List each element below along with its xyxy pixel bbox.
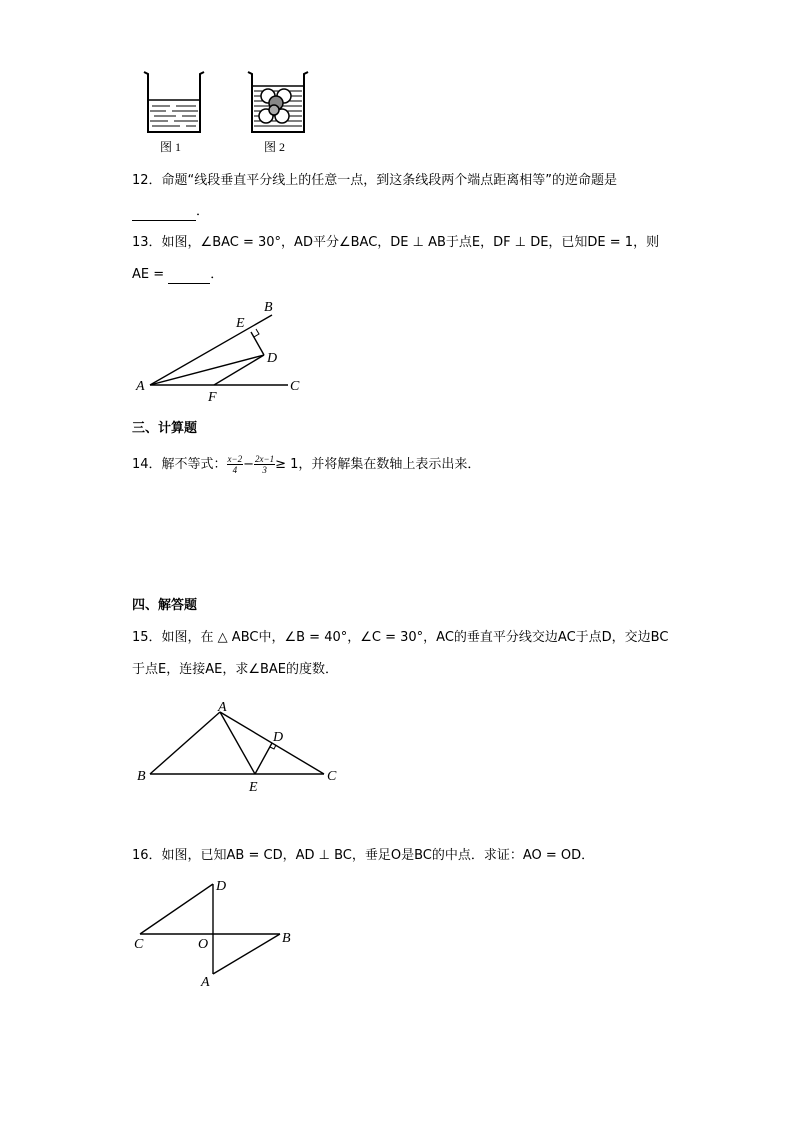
right-angle-E <box>254 329 259 337</box>
question-13-line2-text: AE = <box>132 267 165 282</box>
question-16-text: 16．如图，已知AB = CD，AD ⊥ BC，垂足O是BC的中点．求证：AO = OD． <box>132 848 595 863</box>
label-A: A <box>136 379 145 394</box>
label-E: E <box>249 780 258 795</box>
segment-DF <box>214 355 264 385</box>
question-16 <box>132 847 594 865</box>
label-F: F <box>208 390 217 405</box>
fraction-1 <box>227 454 244 475</box>
segment-CD <box>140 884 213 934</box>
question-15 <box>132 629 668 647</box>
answer-blank-12[interactable] <box>132 206 196 221</box>
question-14 <box>132 454 480 475</box>
label-B: B <box>137 769 146 784</box>
question-13-line2 <box>132 266 223 284</box>
figure-15 <box>134 698 344 798</box>
beaker-figure-2 <box>244 70 310 136</box>
question-14-rest: ≥ 1，并将解集在数轴上表示出来． <box>275 457 481 472</box>
fraction-2 <box>254 454 275 475</box>
segment-AE <box>220 712 255 774</box>
label-D: D <box>273 730 284 745</box>
caption-figure-1: 图 1 <box>160 140 182 154</box>
section-4-heading: 四、解答题 <box>132 598 198 613</box>
question-12-tail: ． <box>196 204 210 219</box>
question-13-text: 13．如图，∠BAC = 30°，AD平分∠BAC，DE ⊥ AB于点E，DF ⊥ DE，已知DE = 1，则 <box>132 235 660 250</box>
figure-16 <box>130 876 300 991</box>
question-12 <box>132 172 617 190</box>
segment-AB <box>150 315 272 385</box>
label-C: C <box>134 937 144 952</box>
minus-sign: − <box>243 457 255 472</box>
fraction-2-denominator: 3 <box>262 465 267 475</box>
fraction-1-numerator: x−2 <box>227 454 243 464</box>
label-C: C <box>290 379 300 394</box>
beaker-figure-1 <box>140 70 206 136</box>
fraction-2-numerator: 2x−1 <box>255 454 275 464</box>
question-15-line2-text: 于点E，连接AE，求∠BAE的度数． <box>132 662 339 677</box>
label-E: E <box>236 316 245 331</box>
label-O: O <box>198 937 209 952</box>
question-12-text: 12．命题“线段垂直平分线上的任意一点，到这条线段两个端点距离相等”的逆命题是 <box>132 173 618 188</box>
segment-AB <box>150 712 220 774</box>
question-12-line2 <box>132 203 209 221</box>
question-15-text: 15．如图，在 △ ABC中，∠B = 40°，∠C = 30°，AC的垂直平分线交边AC于点D，交边BC <box>132 630 669 645</box>
label-A: A <box>201 975 210 990</box>
fraction-1-denominator: 4 <box>232 465 238 475</box>
label-B: B <box>282 931 291 946</box>
question-13 <box>132 234 659 252</box>
figure-13 <box>130 295 320 405</box>
question-15-line2 <box>132 661 338 679</box>
section-3-heading: 三、计算题 <box>132 421 198 436</box>
caption-figure-2: 图 2 <box>264 140 286 154</box>
label-A: A <box>218 700 227 715</box>
label-B: B <box>264 300 273 315</box>
question-14-prefix: 14．解不等式： <box>132 457 227 472</box>
answer-blank-13[interactable] <box>168 269 210 284</box>
segment-AD <box>150 355 264 385</box>
question-13-tail: ． <box>210 267 224 282</box>
segment-DE <box>255 743 272 774</box>
label-C: C <box>327 769 337 784</box>
label-D: D <box>216 879 227 894</box>
segment-AB <box>213 934 280 974</box>
label-D: D <box>267 351 278 366</box>
